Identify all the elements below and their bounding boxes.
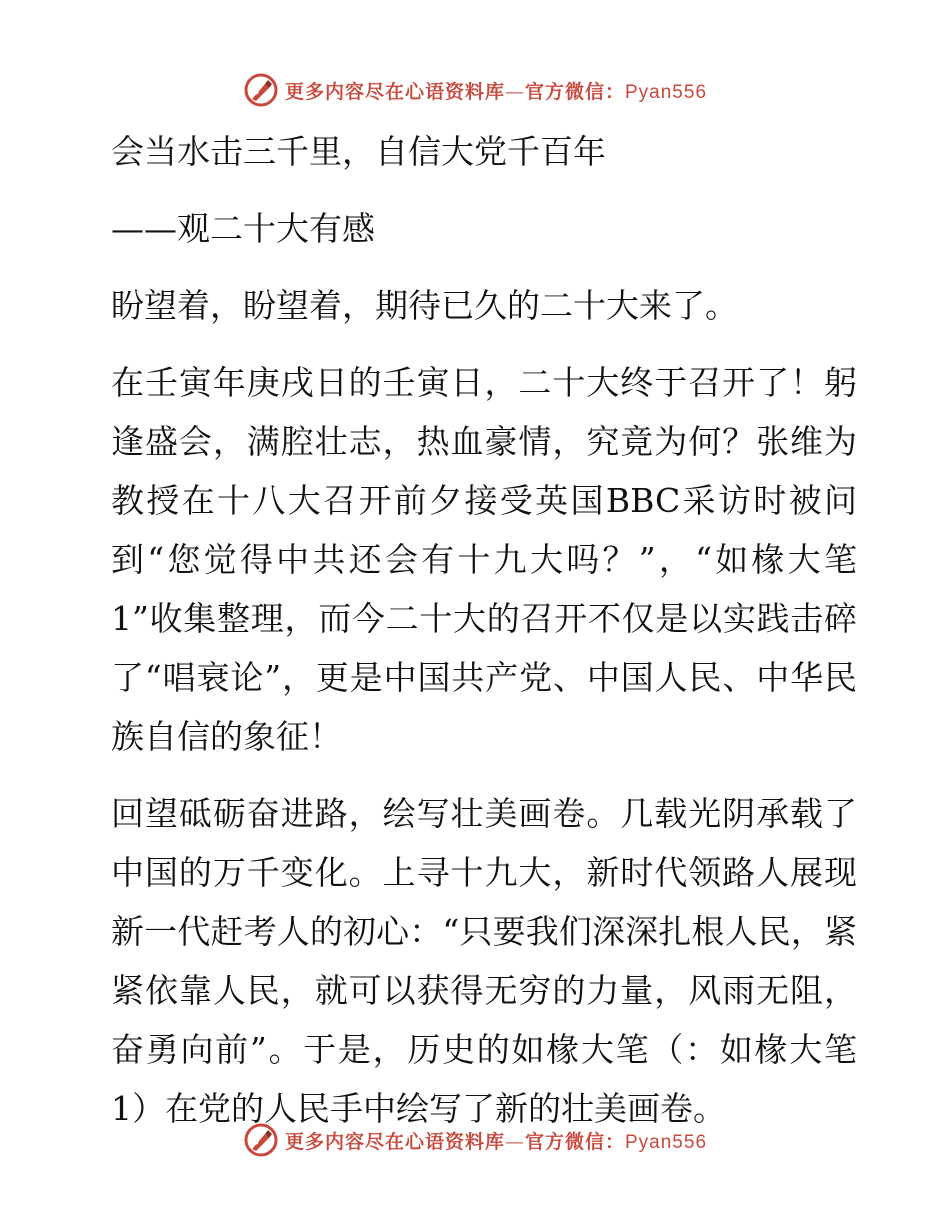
pen-circle-logo-icon bbox=[243, 72, 279, 108]
watermark-account: Pyan556 bbox=[625, 1131, 708, 1153]
watermark-separator: — bbox=[504, 1130, 525, 1153]
paragraph-3: 回望砥砺奋进路，绘写壮美画卷。几载光阴承载了中国的万千变化。上寻十九大，新时代领路人展现新一代赶考人的初心：“只要我们深深扎根人民，紧紧依靠人民，就可以获得无穷的力量，风雨无阻，奋勇向前”。于是，历史的如椽大笔（：如椽大笔1）在党的人民手中绘写了新的壮美画卷。 bbox=[111, 794, 857, 1128]
document-title: 会当水击三千里，自信大党千百年 bbox=[111, 132, 606, 171]
watermark-banner-top bbox=[0, 70, 950, 110]
watermark-banner-bottom bbox=[0, 1120, 950, 1160]
pen-circle-logo-icon bbox=[243, 1122, 279, 1158]
watermark-text: 更多内容尽在心语资料库 bbox=[284, 80, 505, 103]
paragraph-1: 盼望着，盼望着，期待已久的二十大来了。 bbox=[111, 286, 738, 325]
document-subtitle: ——观二十大有感 bbox=[111, 209, 375, 248]
watermark-text: 更多内容尽在心语资料库 bbox=[284, 1130, 505, 1153]
document-body bbox=[97, 122, 857, 1156]
watermark-label: 官方微信： bbox=[524, 1130, 625, 1153]
paragraph-2: 在壬寅年庚戌日的壬寅日，二十大终于召开了！躬逢盛会，满腔壮志，热血豪情，究竟为何？张维为教授在十八大召开前夕接受英国BBC采访时被问到“您觉得中共还会有十九大吗？”，“如椽大笔1”收集整理，而今二十大的召开不仅是以实践击碎了“唱衰论”，更是中国共产党、中国人民、中华民族自信的象征！ bbox=[111, 363, 857, 756]
watermark-label: 官方微信： bbox=[524, 80, 625, 103]
watermark-separator: — bbox=[504, 80, 525, 103]
watermark-account: Pyan556 bbox=[625, 81, 708, 103]
